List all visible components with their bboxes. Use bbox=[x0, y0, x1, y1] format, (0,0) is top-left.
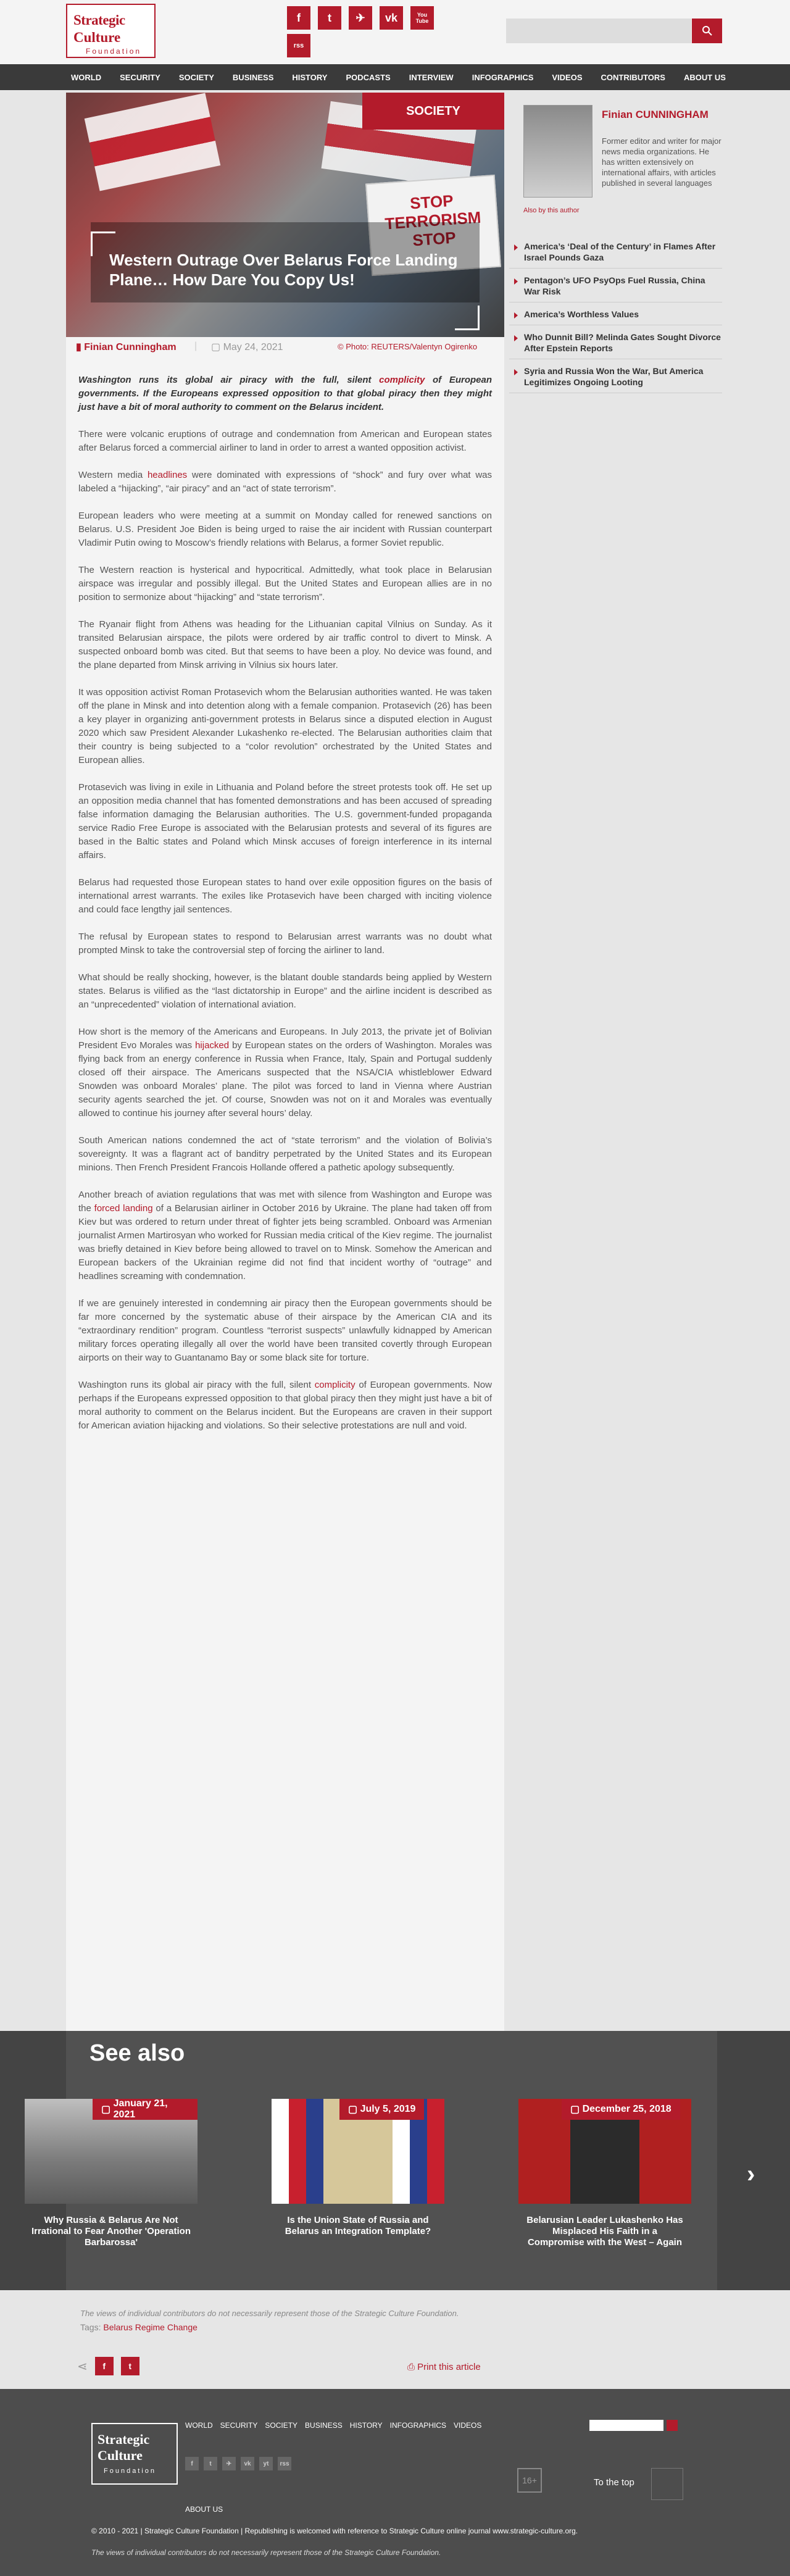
author-icon: ▮ bbox=[76, 342, 85, 352]
footer-nav-item[interactable]: INFOGRAPHICS bbox=[389, 2421, 446, 2430]
paragraph: How short is the memory of the Americans and Europeans. In July 2013, the private jet of Bolivian President Evo Morales was hijacked by European states on the orders of Washington. Morales was flying back from an energy conference in Russia when France, Italy, Spain and Portugal suddenly closed off their airspace. The Americans suspected that the NSA/CIA whistleblower Edward Snowden was onboard Morales’ plane. The pilot was forced to land in Vienna where Austrian security agents searched the jet. Of course, Snowden was not on it and Morales was eventually allowed to continue his journey after several hours’ delay. bbox=[78, 1027, 492, 1119]
paragraph: South American nations condemned the act of “state terrorism” and the violation of Bolivia’s sovereignty. It was a flagrant act of banditry perpetrated by the United States and its European minions. Then French President Francois Hollande offered a pathetic apology subsequently. bbox=[78, 1135, 492, 1173]
photo-credit: © Photo: REUTERS/Valentyn Ogirenko bbox=[338, 342, 478, 351]
nav-item-business[interactable]: BUSINESS bbox=[232, 72, 274, 82]
nav-item-history[interactable]: HISTORY bbox=[292, 72, 328, 82]
card-image bbox=[518, 2099, 691, 2204]
related-item[interactable]: Who Dunnit Bill? Melinda Gates Sought Divorce After Epstein Reports bbox=[509, 325, 722, 359]
calendar-icon: ▢ bbox=[348, 2104, 360, 2115]
card-date: ▢ July 5, 2019 bbox=[339, 2099, 424, 2120]
related-item[interactable]: Syria and Russia Won the War, But America Legitimizes Ongoing Looting bbox=[509, 359, 722, 393]
to-top-label[interactable]: To the top bbox=[594, 2477, 634, 2488]
to-top-button[interactable] bbox=[651, 2468, 683, 2500]
telegram-icon[interactable]: ✈ bbox=[349, 6, 372, 30]
print-icon: ⎙ bbox=[407, 2362, 418, 2372]
footer-search-input[interactable] bbox=[589, 2420, 663, 2431]
category-badge[interactable]: SOCIETY bbox=[362, 93, 504, 130]
youtube-icon[interactable]: yt bbox=[259, 2457, 273, 2470]
paragraph: The Ryanair flight from Athens was heading for the Lithuanian capital Vilnius on Sunday. As it transited Belarusian airspace, the pilots were ordered by air traffic control to divert to Minsk. A suspected onboard bomb was cited. But that seems to have been a ploy. No device was found, and the plane departed from Minsk arriving in Vilnius six hours later. bbox=[78, 619, 492, 670]
flag-graphic bbox=[85, 93, 221, 191]
site-footer bbox=[0, 2389, 790, 2576]
author-box bbox=[512, 102, 722, 222]
footer-logo[interactable]: Strategic Culture Foundation bbox=[91, 2423, 178, 2485]
calendar-icon: ▢ bbox=[211, 342, 223, 352]
paragraph: What should be really shocking, however, is the blatant double standards being applied by Western states. Belarus is vilified as the “last dictatorship in Europe” and the airline incident is described as an “unprecedented” violation of international aviation. bbox=[78, 972, 492, 1010]
footer-disclaimer: The views of individual contributors do not necessarily represent those of the Strategic Culture Foundation. bbox=[91, 2548, 441, 2557]
footer-nav bbox=[185, 2421, 481, 2430]
article-container bbox=[66, 93, 504, 2031]
footer-about-link[interactable]: ABOUT US bbox=[185, 2505, 223, 2514]
paragraph: Western media headlines were dominated with expressions of “shock” and fury over what was labeled a “hijacking”, “air piracy” and an “act of state terrorism”. bbox=[78, 470, 493, 494]
card-date: ▢ January 21, 2021 bbox=[93, 2099, 198, 2120]
calendar-icon: ▢ bbox=[101, 2104, 114, 2115]
footer-nav-item[interactable]: WORLD bbox=[185, 2421, 213, 2430]
card-title[interactable]: Belarusian Leader Lukashenko Has Misplaced His Faith in a Compromise with the West – Again bbox=[526, 2215, 683, 2248]
protest-sign: STOP TERRORISM STOP bbox=[365, 175, 501, 276]
see-also-card[interactable] bbox=[272, 2099, 444, 2237]
search-input[interactable] bbox=[506, 19, 691, 43]
author-link[interactable]: ▮ Finian Cunningham bbox=[76, 342, 177, 352]
youtube-icon[interactable]: You Tube bbox=[410, 6, 434, 30]
footer-search-button[interactable] bbox=[667, 2420, 678, 2431]
inline-link[interactable]: complicity bbox=[314, 1380, 356, 1390]
corner-decoration bbox=[455, 306, 480, 330]
paragraph: If we are genuinely interested in condemning air piracy then the European governments should be far more concerned by the systematic abuse of their airspace by the American CIA and its “extraordinary rendition” program. Countless “terrorist suspects” unlawfully kidnapped by American military forces operating illegally all over the world have been transited covertly through European airports on their way to Guantanamo Bay or some black site for torture. bbox=[78, 1298, 492, 1363]
site-logo[interactable]: Strategic Culture Foundation bbox=[66, 4, 156, 58]
paragraph: It was opposition activist Roman Protasevich whom the Belarusian authorities wanted. He was taken off the plane in Minsk and into detention along with a female companion. Protasevich (26) has been a key player in organizing anti-government protests in Belarus since a disputed election in August 2020 which saw President Alexander Lukashenko re-elected. The Belarusian authorities claim that their country is being subjected to a “color revolution” orchestrated by the United States and European allies. bbox=[78, 687, 492, 765]
paragraph: The Western reaction is hysterical and hypocritical. Admittedly, what took place in Belarusian airspace was irregular and possibly illegal. But the United States and European allies are in no position to sermonize about “hijacking” and “state terrorism”. bbox=[78, 565, 492, 602]
article-body bbox=[78, 373, 492, 1446]
article-lead: Washington runs its global air piracy with the full, silent complicity of European governments. If the Europeans expressed opposition to that global piracy then they might just have a bit of moral authority to comment on the Belarus incident. bbox=[78, 375, 492, 412]
inline-link[interactable]: hijacked bbox=[195, 1040, 230, 1051]
site-header bbox=[0, 0, 790, 64]
tag-link[interactable]: Regime Change bbox=[135, 2322, 198, 2332]
tags-row: Tags: Belarus Regime Change bbox=[80, 2322, 198, 2332]
next-arrow-icon[interactable]: › bbox=[747, 2161, 755, 2188]
telegram-icon[interactable]: ✈ bbox=[222, 2457, 236, 2470]
inline-link[interactable]: forced landing bbox=[94, 1203, 153, 1214]
inline-link[interactable]: complicity bbox=[379, 375, 425, 385]
author-articles-link[interactable]: Also by this author bbox=[523, 207, 580, 214]
see-also-card[interactable] bbox=[518, 2099, 691, 2248]
nav-item-contributors[interactable]: CONTRIBUTORS bbox=[601, 72, 665, 82]
see-also-title: See also bbox=[89, 2040, 185, 2066]
vk-icon[interactable]: vk bbox=[241, 2457, 254, 2470]
card-image bbox=[25, 2099, 198, 2204]
social-links-row1 bbox=[287, 6, 434, 30]
paragraph: There were volcanic eruptions of outrage and condemnation from American and European states after Belarus forced a commercial airliner to land in order to arrest a wanted opposition activist. bbox=[78, 429, 492, 453]
rss-icon[interactable]: rss bbox=[287, 34, 310, 57]
meta-divider: | bbox=[194, 341, 198, 351]
nav-item-about[interactable]: ABOUT US bbox=[683, 72, 726, 82]
nav-item-videos[interactable]: VIDEOS bbox=[552, 72, 583, 82]
age-rating-badge: 16+ bbox=[517, 2468, 542, 2493]
social-links-row2 bbox=[287, 34, 310, 57]
paragraph: Protasevich was living in exile in Lithuania and Poland before the street protests took off. He set up an opposition media channel that has fomented demonstrations and has been accused of spreading false information damaging the Belarusian authorities. The U.S. government-funded propaganda service Radio Free Europe is associated with the Belarusian protests and several of its figures are based in the Baltic states and Poland which Minsk accuses of foreign interference in its internal affairs. bbox=[78, 782, 492, 861]
paragraph: Washington runs its global air piracy with the full, silent complicity of European governments. Now perhaps if the Europeans expressed opposition to that global piracy then they might just have a bit of moral authority to comment on the Belarus incident. But the Europeans are craven in their support for American aviation hijacking and violations. So their selective protestations are null and void. bbox=[78, 1380, 492, 1431]
nav-item-interview[interactable]: INTERVIEW bbox=[409, 72, 454, 82]
paragraph: The refusal by European states to respond to Belarusian arrest warrants was no doubt what prompted Minsk to take the controversial step of forcing the airliner to land. bbox=[78, 932, 492, 956]
related-item[interactable]: America’s ‘Deal of the Century’ in Flames After Israel Pounds Gaza bbox=[509, 235, 722, 269]
publish-date: ▢ May 24, 2021 bbox=[211, 342, 283, 352]
card-title[interactable]: Is the Union State of Russia and Belarus an Integration Template? bbox=[285, 2215, 431, 2236]
see-also-card[interactable] bbox=[25, 2099, 198, 2248]
card-date: ▢ December 25, 2018 bbox=[562, 2099, 680, 2120]
calendar-icon: ▢ bbox=[570, 2104, 583, 2115]
author-bio: Former editor and writer for major news media organizations. He has written extensively on international affairs, with articles published in several languages bbox=[602, 136, 721, 188]
paragraph: European leaders who were meeting at a summit on Monday called for renewed sanctions on Belarus. U.S. President Joe Biden is being urged to raise the air incident with Russian counterpart Vladimir Putin owing to Moscow’s friendly relations with Belarus, a former Soviet republic. bbox=[78, 511, 492, 548]
author-photo[interactable] bbox=[523, 105, 592, 198]
hero-image bbox=[66, 93, 504, 337]
nav-item-society[interactable]: SOCIETY bbox=[178, 72, 214, 82]
tag-link[interactable]: Belarus bbox=[103, 2322, 133, 2332]
nav-item-infographics[interactable]: INFOGRAPHICS bbox=[472, 72, 534, 82]
copyright-text: © 2010 - 2021 | Strategic Culture Foundation | Republishing is welcomed with reference to Strategic Culture online journal www.strategic-culture.org. bbox=[91, 2527, 578, 2535]
nav-item-world[interactable]: WORLD bbox=[71, 72, 102, 82]
card-title[interactable]: Why Russia & Belarus Are Not Irrational to Fear Another 'Operation Barbarossa' bbox=[31, 2215, 191, 2248]
card-image bbox=[272, 2099, 444, 2204]
search-icon bbox=[702, 25, 713, 36]
vk-icon[interactable]: vk bbox=[380, 6, 403, 30]
print-button[interactable]: ⎙ Print this article bbox=[407, 2362, 481, 2372]
article-meta bbox=[66, 340, 504, 354]
twitter-icon[interactable]: t bbox=[318, 6, 341, 30]
rss-icon[interactable]: rss bbox=[278, 2457, 291, 2470]
paragraph: Belarus had requested those European states to hand over exile opposition figures on the basis of international arrest warrants. The exiles like Protasevich have been charged with inciting violence and could face lengthy jail sentences. bbox=[78, 877, 492, 915]
nav-item-podcasts[interactable]: PODCASTS bbox=[346, 72, 391, 82]
footer-nav-item[interactable]: BUSINESS bbox=[305, 2421, 343, 2430]
footer-social bbox=[185, 2457, 291, 2470]
related-list bbox=[509, 235, 722, 393]
footer-nav-item[interactable]: VIDEOS bbox=[453, 2421, 482, 2430]
footer-nav-item[interactable]: SECURITY bbox=[220, 2421, 258, 2430]
search-button[interactable] bbox=[692, 19, 722, 43]
paragraph: Another breach of aviation regulations that was met with silence from Washington and Europe was the forced landing of a Belarusian airliner in October 2016 by Ukraine. The plane had taken off from Kiev but was ordered to return under threat of fighter jets being scrambled. Onboard was Armenian journalist Armen Martirosyan who worked for Russian media critical of the Kiev regime. The journalist was briefly detained in Kiev before being allowed to travel on to Minsk. Somehow the American and European backers of the Ukrainian regime did not find that incident worthy of “outrage” and headlines screaming with condemnation. bbox=[78, 1190, 492, 1282]
nav-item-security[interactable]: SECURITY bbox=[120, 72, 160, 82]
twitter-icon[interactable]: t bbox=[204, 2457, 217, 2470]
inline-link[interactable]: headlines bbox=[147, 470, 188, 480]
footer-nav-item[interactable]: SOCIETY bbox=[265, 2421, 298, 2430]
main-nav bbox=[0, 64, 790, 90]
related-item[interactable]: America’s Worthless Values bbox=[509, 302, 722, 325]
facebook-share-icon[interactable]: f bbox=[95, 2357, 114, 2375]
footer-nav-item[interactable]: HISTORY bbox=[349, 2421, 383, 2430]
share-icon[interactable]: ⋖ bbox=[77, 2359, 88, 2374]
related-item[interactable]: Pentagon’s UFO PsyOps Fuel Russia, China War Risk bbox=[509, 269, 722, 302]
share-row bbox=[77, 2357, 139, 2375]
article-title: Western Outrage Over Belarus Force Landing Plane… How Dare You Copy Us! bbox=[109, 251, 458, 289]
facebook-icon[interactable]: f bbox=[287, 6, 310, 30]
author-name[interactable]: Finian CUNNINGHAM bbox=[602, 109, 709, 120]
facebook-icon[interactable]: f bbox=[185, 2457, 199, 2470]
disclaimer-note: The views of individual contributors do not necessarily represent those of the Strategic Culture Foundation. bbox=[80, 2309, 459, 2318]
twitter-share-icon[interactable]: t bbox=[121, 2357, 139, 2375]
